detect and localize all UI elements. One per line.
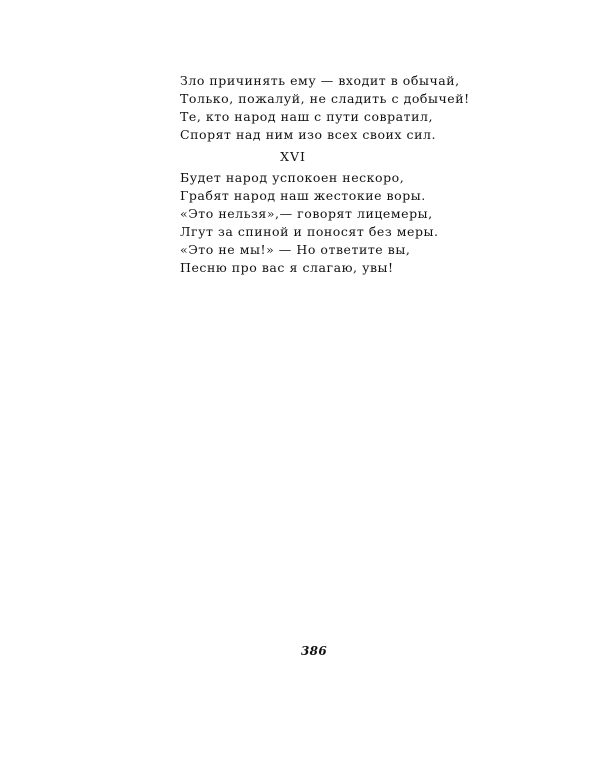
verse-line: Спорят над ним изо всех своих сил.: [180, 127, 436, 142]
verse-line: Зло причинять ему — входит в обычай,: [180, 73, 460, 88]
stanza-previous: [180, 72, 470, 144]
stanza-xvi: [180, 169, 439, 277]
verse-line: Грабят народ наш жестокие воры.: [180, 188, 426, 203]
section-numeral: XVI: [280, 149, 306, 164]
verse-line: Песню про вас я слагаю, увы!: [180, 260, 394, 275]
verse-line: Будет народ успокоен нескоро,: [180, 170, 405, 185]
page-number-text: 386: [301, 644, 327, 658]
verse-line: Те, кто народ наш с пути совратил,: [180, 109, 434, 124]
verse-line: Только, пожалуй, не сладить с добычей!: [180, 91, 470, 106]
verse-line: «Это нельзя»,— говорят лицемеры,: [180, 206, 433, 221]
section-heading: [0, 149, 600, 165]
page-number: [0, 643, 600, 659]
verse-line: «Это не мы!» — Но ответите вы,: [180, 242, 411, 257]
verse-line: Лгут за спиной и поносят без меры.: [180, 224, 439, 239]
